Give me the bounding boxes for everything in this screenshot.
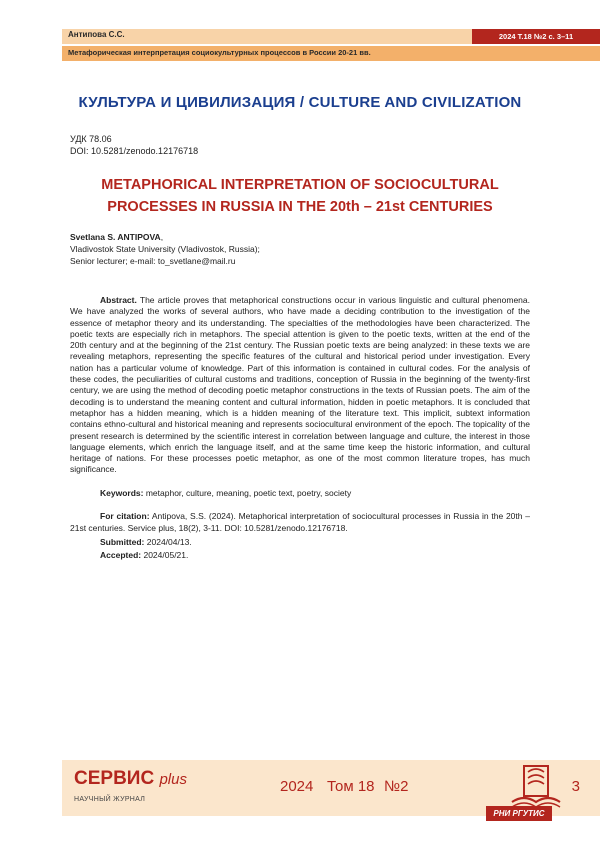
running-header-title-bar (62, 46, 600, 61)
submitted-label: Submitted: (100, 537, 145, 547)
author-position: Senior lecturer; e-mail: to_svetlane@mail.ru (70, 256, 236, 266)
udc-code: УДК 78.06 (70, 134, 112, 144)
citation-label: For citation: (100, 511, 150, 521)
header-author: Антипова С.С. (68, 30, 125, 39)
citation-text: Antipova, S.S. (2024). Metaphorical interpretation of sociocultural processes in Russia in the 20th – 21st centuries. Service plus, 18(2), 3-11. DOI: 10.5281/zenodo.12176718. (70, 511, 530, 533)
accepted-label: Accepted: (100, 549, 142, 560)
keywords (100, 488, 351, 498)
author-block: Svetlana S. ANTIPOVA, Vladivostok State University (Vladivostok, Russia); Senior lecturer; e-mail: to_svetlane@mail.ru (70, 232, 260, 266)
keywords-label: Keywords: (100, 488, 144, 498)
citation (70, 511, 530, 534)
accepted-value: 2024/05/21. (143, 549, 189, 560)
logo-plus: plus (159, 771, 187, 788)
doi[interactable]: DOI: 10.5281/zenodo.12176718 (70, 146, 199, 156)
abstract-text: The article proves that metaphorical constructions occur in various linguistic and cultural phenomena. We have analyzed the works of several authors, who have made a deciding contribution to the investigation of the essence of metaphor theory and its understanding. The specialties of the methodologies have been characterized. The poetic texts are especially rich in metaphors. The special attention is given to the poetic texts, written at the end of the 20th century and at the beginning of the 21st century. The Russian poetic texts are being analyzed: in these texts we are revealing metaphors, representing the specific features of the cultural and historical period under investigation. Every nation has a particular volume of knowledge. Part of this information is contained in cultural codes. For the analysis of these codes, the peculiarities of cultural customs and traditions, conception of Russia in the beginning of the twenty-first century, we are using the method of decoding poetic metaphor constructions in the texts of Russian poets. The aim of the decoding is to understand the meaning content and cultural information, hidden in poetic metaphors. It is concluded that metaphor has a hidden meaning, which is a hidden meaning of the literature text. This implicit, subtext information contains ethno-cultural and historical meaning and represents sociocultural environment of the epoch. The topicality of the present research is determined by the scientific interest in correlation between language and culture, the interest in those language elements, which enrich the language itself, and at the same time keep the historic information, and cultural heritage of nations. For these processes poetic metaphor, as one of the most common literature tropes, has much significance. (70, 295, 530, 475)
submitted-value: 2024/04/13. (146, 537, 192, 547)
header-issue-badge: 2024 Т.18 №2 с. 3–11 (472, 29, 600, 44)
article-title-line-2: PROCESSES IN RUSSIA IN THE 20th – 21st CENTURIES (107, 199, 493, 215)
journal-subtitle: НАУЧНЫЙ ЖУРНАЛ (74, 796, 146, 803)
logo-main: СЕРВИС (74, 768, 155, 789)
header-running-title: Метафорическая интерпретация социокультурных процессов в России 20-21 вв. (68, 48, 371, 57)
abstract (70, 295, 530, 476)
publisher-label: РНИ РГУТИС (486, 806, 552, 821)
running-header-top (62, 29, 600, 44)
footer-year: 2024 (280, 778, 314, 795)
page-number: 3 (571, 778, 580, 795)
keywords-text: metaphor, culture, meaning, poetic text, poetry, society (145, 488, 352, 498)
section-heading: КУЛЬТУРА И ЦИВИЛИЗАЦИЯ / CULTURE AND CIVILIZATION (78, 94, 522, 111)
footer-number: №2 (384, 778, 409, 795)
article-title (70, 174, 530, 218)
article-identifiers (70, 133, 198, 157)
footer-volume: Том 18 (327, 778, 375, 795)
author-name: Svetlana S. ANTIPOVA (70, 232, 161, 242)
article-title-line-1: METAPHORICAL INTERPRETATION OF SOCIOCULTURAL (101, 177, 499, 193)
author-affiliation: Vladivostok State University (Vladivostok, Russia); (70, 244, 260, 254)
dates (100, 536, 192, 561)
journal-logo (74, 768, 187, 790)
publisher-emblem-icon (506, 762, 566, 812)
abstract-label: Abstract. (100, 295, 137, 305)
